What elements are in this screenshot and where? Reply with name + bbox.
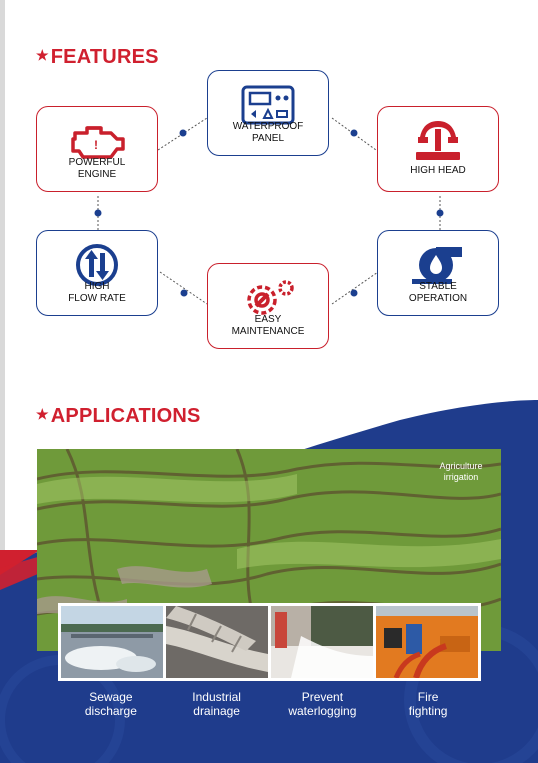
- sewage-discharge-photo: [61, 606, 163, 678]
- label-prevent-waterlogging: Prevent waterlogging: [288, 690, 357, 718]
- feature-card-waterproof-panel: WATERPROOF PANEL: [207, 70, 329, 156]
- agriculture-caption: Agriculture irrigation: [439, 461, 483, 482]
- feature-card-powerful-engine: ! POWERFUL ENGINE: [36, 106, 158, 192]
- prevent-waterlogging-photo: [271, 606, 373, 678]
- features-heading: ★ FEATURES: [36, 46, 159, 68]
- applications-heading: ★ APPLICATIONS: [36, 405, 201, 427]
- industrial-drainage-photo: [166, 606, 268, 678]
- label-fire-fighting: Fire fighting: [408, 690, 448, 718]
- label-industrial-drainage: Industrial drainage: [192, 690, 241, 718]
- feature-card-high-flow-rate: HIGH FLOW RATE: [36, 230, 158, 316]
- feature-card-high-head: HIGH HEAD: [377, 106, 499, 192]
- svg-text:!: !: [94, 138, 98, 152]
- application-labels: [58, 690, 481, 718]
- fire-fighting-photo: [376, 606, 478, 678]
- star-icon: ★: [36, 406, 49, 422]
- feature-card-stable-operation: STABLE OPERATION: [377, 230, 499, 316]
- fountain-icon: [406, 119, 470, 163]
- application-thumbnails: [58, 603, 481, 681]
- label-sewage-discharge: Sewage discharge: [84, 690, 137, 718]
- feature-card-easy-maintenance: EASY MAINTENANCE: [207, 263, 329, 349]
- star-icon: ★: [36, 47, 49, 63]
